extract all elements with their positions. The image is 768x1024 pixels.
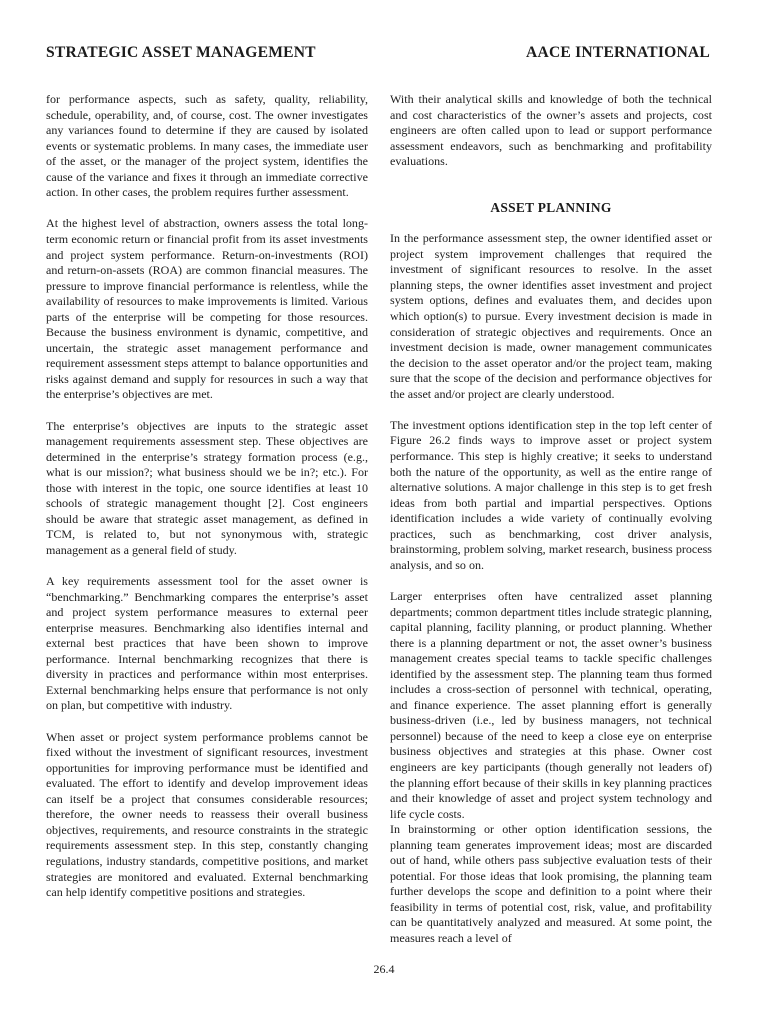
- paragraph: Larger enterprises often have centralized asset planning departments; common department titles include strategic planning, capital planning, facility planning, or product planning. Whether there is a planning department or not, the asset owner’s business management creates special teams to tackle specific challenges identified by the assessment step. The planning team thus formed includes a cross-section of personnel with technical, operating, and finance experience. The asset planning effort is generally business-driven (i.e., led by business managers, not technical personnel) because of the need to keep a close eye on enterprise business objectives and strategies at this phase. Owner cost engineers are key participants (though generally not leaders of) the planning effort because of their skills in key planning practices and their knowledge of asset and project system technology and life cycle costs.: [390, 588, 712, 821]
- paragraph: When asset or project system performance problems cannot be fixed without the investment of significant resources, investment opportunities for improving performance must be identified and evaluated. The effort to identify and develop improvement ideas can itself be a project that consumes considerable resources; therefore, the owner needs to reassess their overall business objectives, requirements, and resource constraints in the strategic requirements assessment step. In this step, constantly changing regulations, industry standards, competitive positions, and market strategies are monitored and evaluated. External benchmarking can help identify competitive positions and strategies.: [46, 729, 368, 900]
- left-column: [46, 92, 368, 916]
- header-title: STRATEGIC ASSET MANAGEMENT: [46, 44, 316, 61]
- paragraph: The investment options identification step in the top left center of Figure 26.2 finds ways to improve asset or project system performance. This step is highly creative; it seeks to understand both the nature of the opportunity, as well as the entire range of alternative solutions. A major challenge in this step is to get fresh ideas from both partial and impartial perspectives. Options identification includes a wide variety of continually evolving practices, such as benchmarking, cost driver analysis, brainstorming, problem solving, market research, business process analysis, and so on.: [390, 417, 712, 572]
- paragraph: The enterprise’s objectives are inputs to the strategic asset management requirements assessment step. These objectives are determined in the enterprise’s strategy formation process (e.g., what is our mission?; what business should we be in?; etc.). For those with interest in the topic, one source identifies at least 10 schools of strategic management thought [2]. Cost engineers should be aware that strategic asset management, as defined in TCM, is related to, but not synonymous with, strategic management as a general field of study.: [46, 418, 368, 557]
- paragraph: In brainstorming or other option identification sessions, the planning team generates improvement ideas; most are discarded out of hand, while others pass subjective evaluation tests of their potential. For those ideas that look promising, the planning team further develops the scope and definition to a point where their feasibility in terms of potential cost, risk, value, and profitability can be quantitatively analyzed and measured. At some point, the measures reach a level of: [390, 822, 712, 945]
- right-column: [390, 92, 712, 962]
- header-organization: AACE INTERNATIONAL: [526, 44, 710, 61]
- paragraph: With their analytical skills and knowledge of both the technical and cost characteristics of the owner’s assets and projects, cost engineers are often called upon to lead or support performance assessment endeavors, such as benchmarking and profitability evaluations.: [390, 92, 712, 169]
- paragraph: A key requirements assessment tool for the asset owner is “benchmarking.” Benchmarking compares the enterprise’s asset and project system performance measures to external peer enterprise measures. Benchmarking also identifies internal and external best practices that have been shown to improve performance. Internal benchmarking recognizes that there is diversity in practices and performance within most enterprises. External benchmarking helps ensure that performance is not only on plan, but competitive with industry.: [46, 574, 368, 713]
- paragraph: At the highest level of abstraction, owners assess the total long-term economic return or financial profit from its asset investments and project system performance. Return-on-investments (ROI) and return-on-assets (ROA) are common financial measures. The pressure to improve financial performance is relentless, while the availability of resources to make improvements is limited. Various parts of the enterprise will be competing for those resources. Because the business environment is dynamic, competitive, and uncertain, the strategic asset management performance and requirement assessment steps attempt to balance opportunities and risks against demand and supply for resources in such a way that the enterprise’s objectives are met.: [46, 216, 368, 402]
- section-heading: ASSET PLANNING: [490, 199, 612, 215]
- paragraph: for performance aspects, such as safety, quality, reliability, schedule, operability, and, of course, cost. The owner investigates any variances found to determine if they are caused by isolated events or systematic problems. In many cases, the immediate user of the asset, or the manager of the project system, identifies the cause of the variance and fixes it through an immediate corrective action. In other cases, the problem requires further assessment.: [46, 92, 368, 200]
- paragraph: In the performance assessment step, the owner identified asset or project system improvement challenges that required the investment of significant resources to resolve. In the asset planning steps, the owner identifies asset investment and project system options, defines and evaluates them, and decides upon which option(s) to pursue. Every investment decision is made in consideration of strategic objectives and requirements. Once an investment decision is made, owner management communicates the decision to the asset operator and/or the project team, making sure that the scope of the decision and performance objectives for the asset and/or project are clearly understood.: [390, 231, 712, 401]
- page-number: 26.4: [373, 962, 395, 976]
- running-header: [46, 44, 710, 62]
